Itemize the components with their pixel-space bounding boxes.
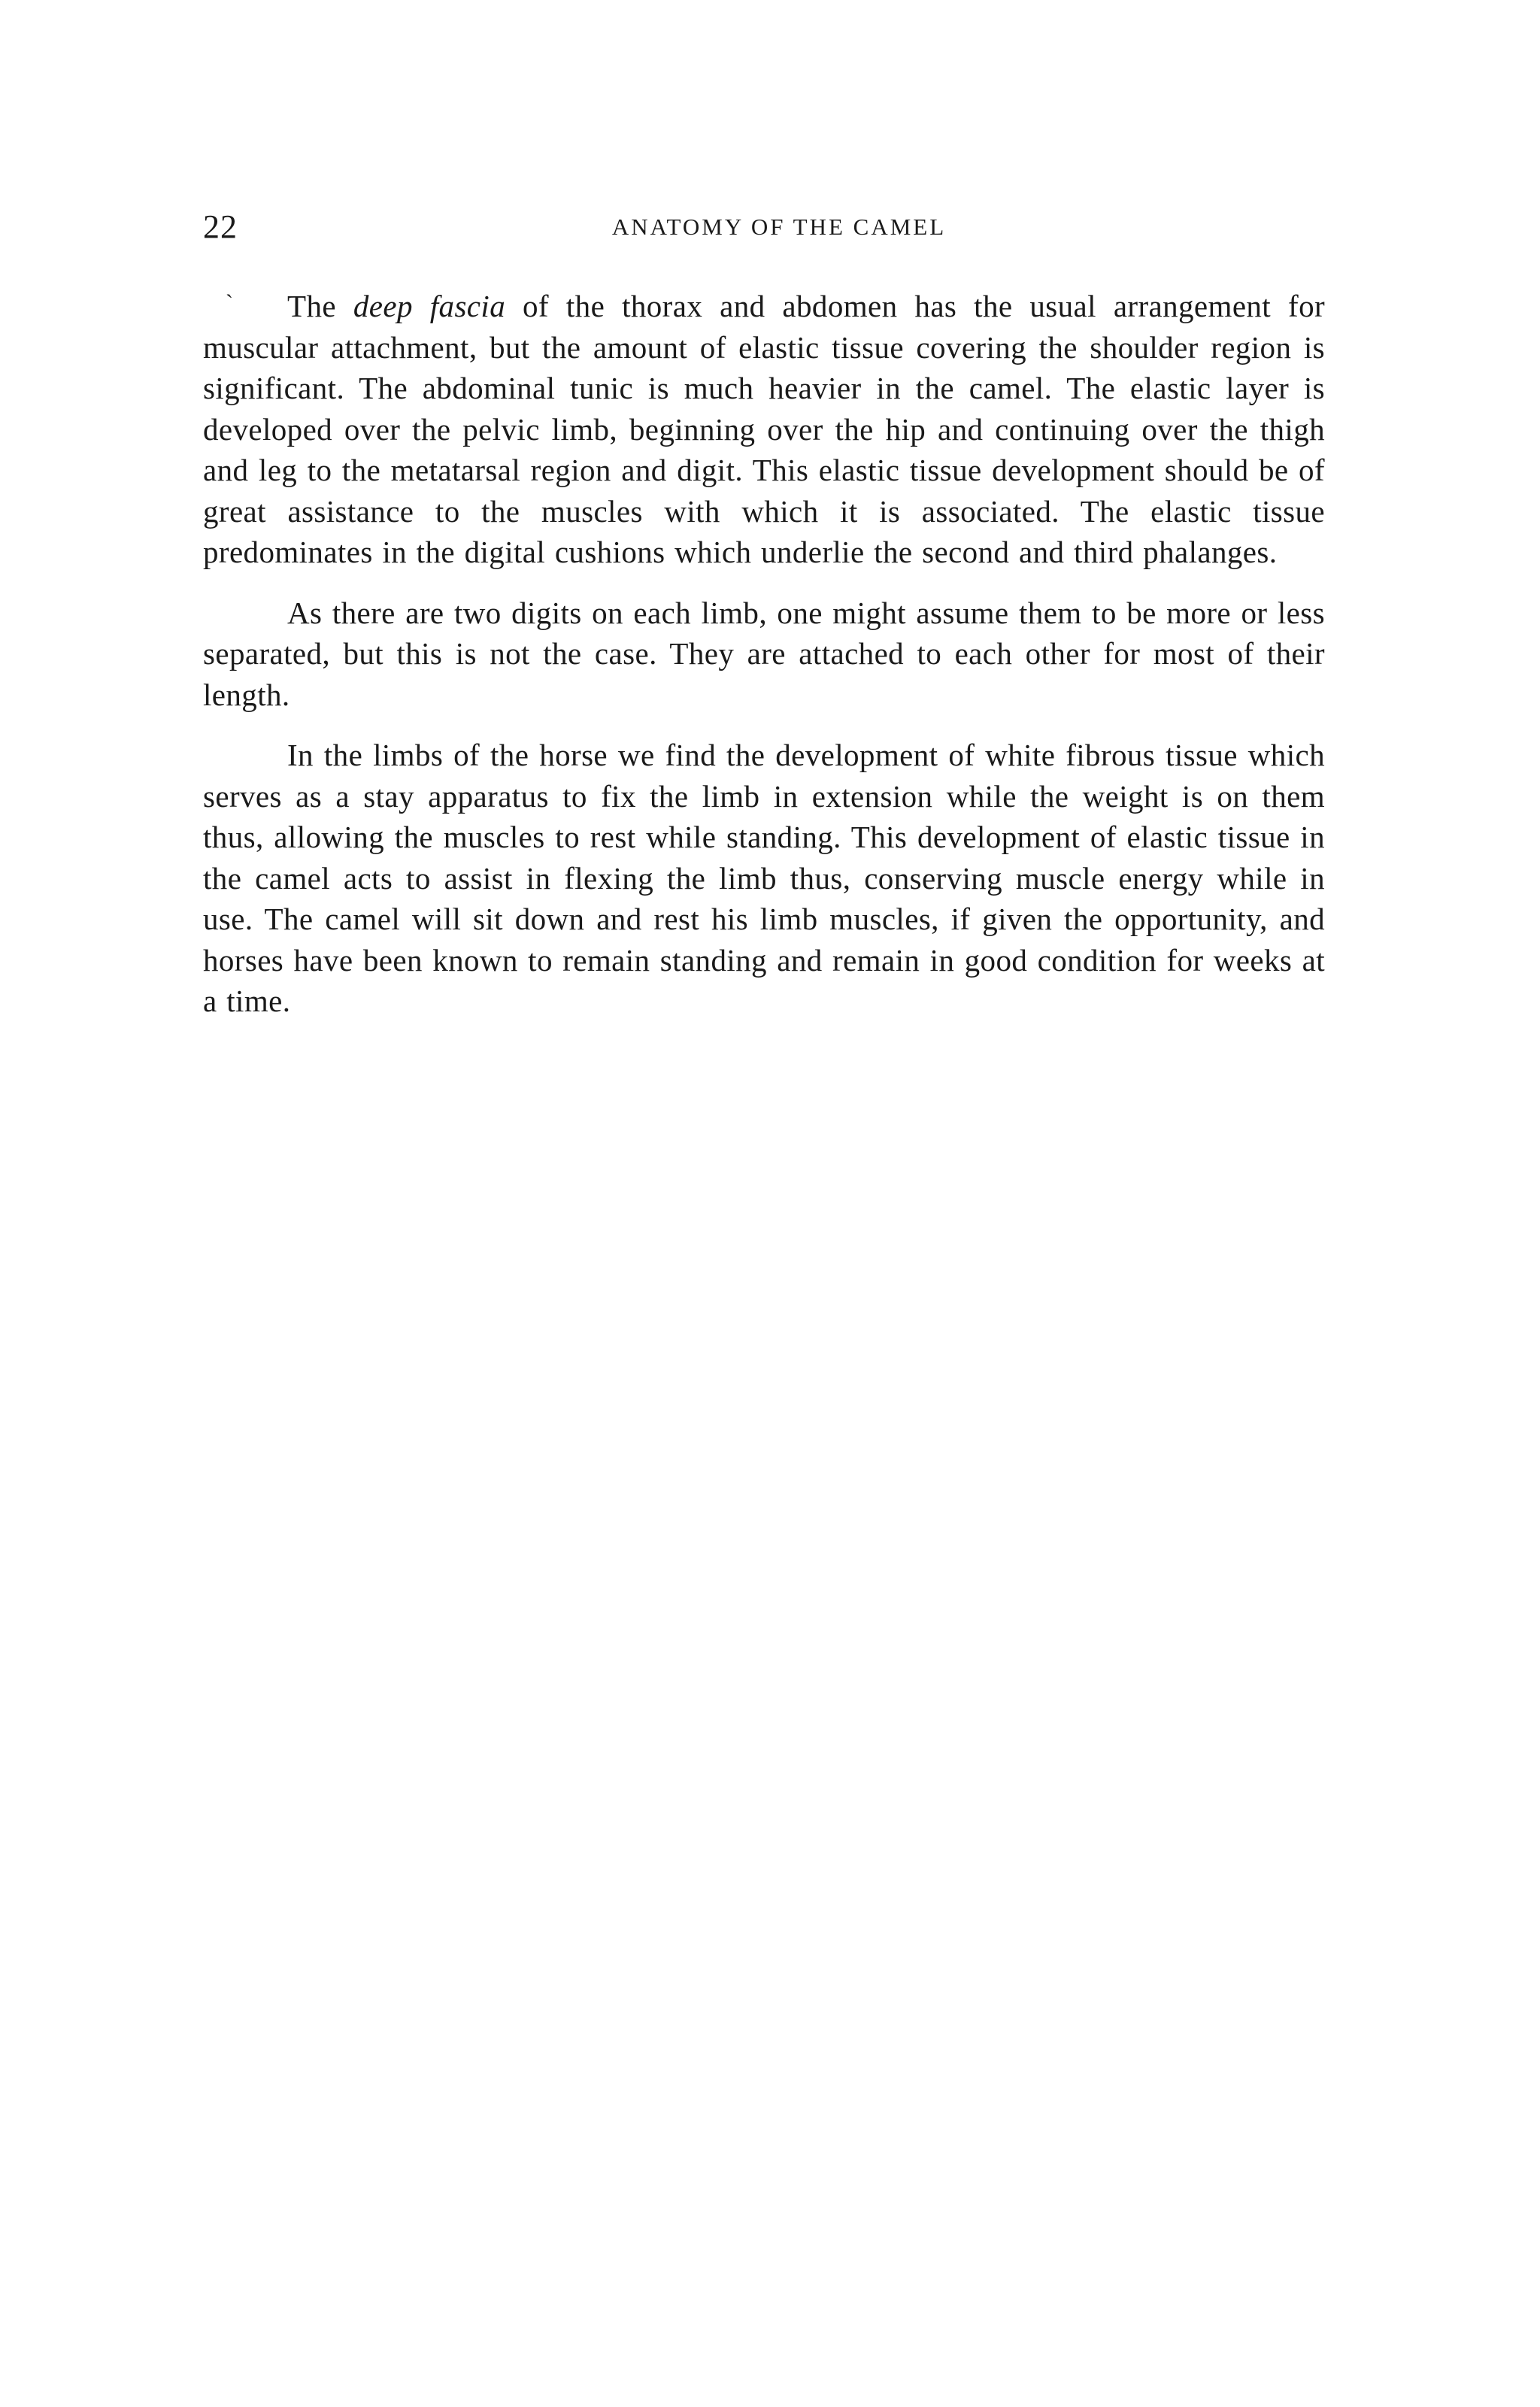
running-head: ANATOMY OF THE CAMEL — [611, 214, 947, 240]
paragraph-lead: The — [287, 289, 353, 323]
paragraph-digits: As there are two digits on each limb, one might assume them to be more or less separated, but this is not the case. They are attached to each other for most of their length. — [203, 595, 1325, 712]
body-text — [203, 286, 1325, 1041]
page-header — [203, 205, 1325, 250]
paragraph-rest: of the thorax and abdomen has the usual arrangement for muscular attachment, but the amount of elastic tissue covering the shoulder region is significant. The abdominal tunic is much heavier in the camel. The elastic layer is developed over the pelvic limb, beginning over the hip and continuing over the thigh and leg to the metatarsal region and digit. This elastic tissue development should be of great assistance to the muscles with which it is associated. The elastic tissue predominates in the digital cushions which underlie the second and third phalanges. — [203, 289, 1326, 569]
emphasis-term: deep fascia — [353, 289, 506, 323]
paragraph-deep-fascia — [203, 286, 1325, 573]
paragraph-stay-apparatus: In the limbs of the horse we find the development of white fibrous tissue which serves as a stay apparatus to fix the limb in extension while the weight is on them thus, allowing the muscles to rest while standing. This development of elastic tissue in the camel acts to assist in flexing the limb thus, conserving muscle energy while in use. The camel will sit down and rest his limb muscles, if given the opportunity, and horses have been known to remain standing and remain in good condition for weeks at a time. — [203, 738, 1325, 1018]
stray-print-mark: ˋ — [226, 290, 233, 315]
page-number: 22 — [203, 208, 238, 245]
